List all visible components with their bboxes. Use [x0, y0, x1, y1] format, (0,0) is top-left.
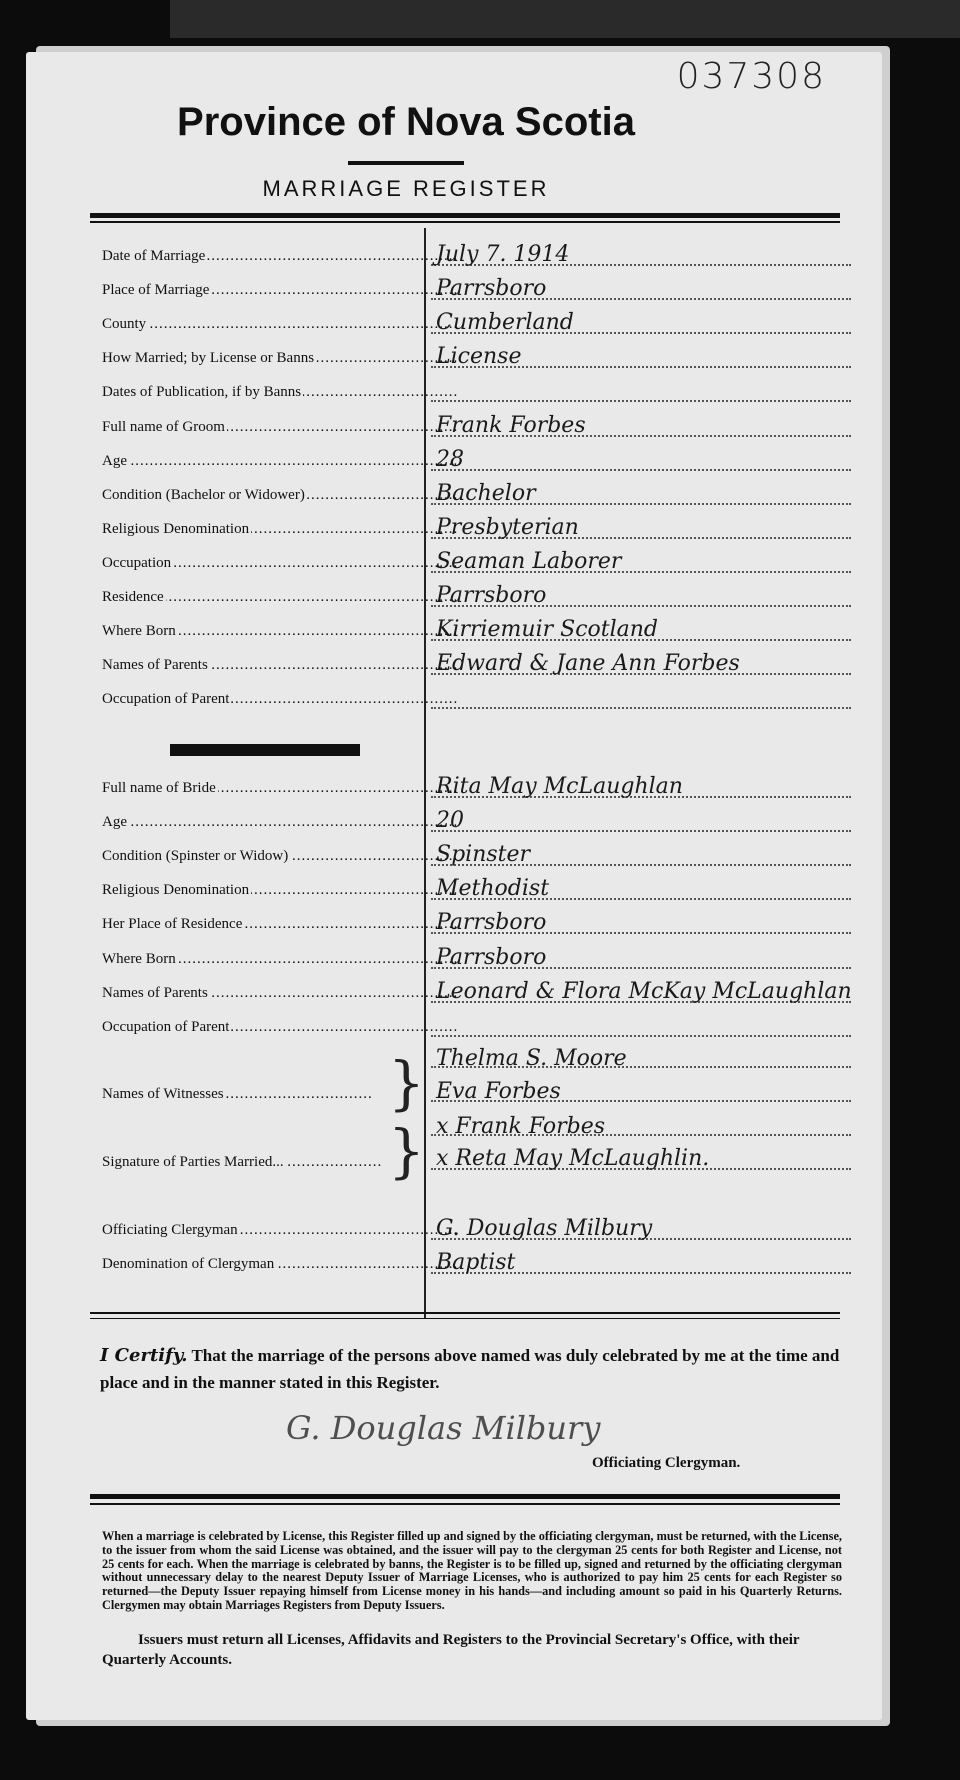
field-value: Parrsboro — [436, 944, 547, 970]
witness-1: Thelma S. Moore — [436, 1046, 627, 1071]
field-value: Bachelor — [436, 480, 536, 506]
title-rule — [348, 161, 464, 165]
field-label: Occupation of Parent ..... — [102, 1019, 458, 1036]
field-label: Condition (Bachelor or Widower) ..... — [102, 487, 458, 504]
field-label: Age ..... — [102, 453, 458, 470]
field-label: Full name of Groom ..... — [102, 419, 458, 436]
field-value: Parrsboro — [436, 910, 547, 936]
field-value: Rita May McLaughlan — [436, 774, 683, 799]
field-value: 20 — [436, 808, 464, 834]
field-entry-line — [431, 816, 851, 832]
middle-rule-thin — [90, 1318, 840, 1319]
field-entry-line — [431, 693, 851, 709]
field-value: Cumberland — [436, 310, 574, 336]
field-label: Full name of Bride ..... — [102, 780, 458, 797]
field-value: July 7. 1914 — [436, 242, 570, 267]
field-label: Place of Marriage ..... — [102, 282, 458, 299]
field-value: Spinster — [436, 842, 531, 868]
field-entry-line — [431, 1021, 851, 1037]
issuers-note: Issuers must return all Licenses, Affidavits and Registers to the Provincial Secretary's Office, with their Quarterly Accounts. — [102, 1632, 800, 1669]
field-value: Seaman Laborer — [436, 548, 622, 574]
page-subtitle: MARRIAGE REGISTER — [262, 176, 550, 201]
field-label: Names of Parents ..... — [102, 657, 458, 674]
field-value: Presbyterian — [436, 514, 579, 540]
signature-caption: Officiating Clergyman. — [592, 1455, 741, 1471]
field-value: Leonard & Flora McKay McLaughlan — [436, 978, 852, 1004]
field-value: Baptist — [436, 1250, 516, 1275]
signature-bride: x Reta May McLaughlin. — [436, 1146, 710, 1171]
field-value: License — [436, 344, 522, 370]
signatures-brace: } — [388, 1117, 425, 1185]
field-value: Parrsboro — [436, 583, 547, 608]
clergyman-signature: G. Douglas Milbury — [286, 1409, 601, 1447]
signatures-label: Signature of Parties Married... ..... — [102, 1154, 382, 1171]
field-value: Methodist — [436, 876, 550, 902]
header-rule-thin — [90, 221, 840, 223]
field-value: Frank Forbes — [436, 412, 586, 438]
field-label: Date of Marriage ..... — [102, 248, 458, 265]
field-label: Religious Denomination ..... — [102, 521, 458, 538]
section-separator-bar — [170, 744, 360, 756]
field-label: County ..... — [102, 316, 458, 333]
field-value: 28 — [436, 446, 464, 472]
field-label: How Married; by License or Banns ..... — [102, 350, 458, 367]
signature-groom: x Frank Forbes — [436, 1114, 606, 1139]
document-number: 037308 — [676, 56, 826, 97]
middle-rule-thick — [90, 1312, 840, 1314]
footer-rule-thick — [90, 1494, 840, 1499]
field-label: Occupation of Parent ..... — [102, 691, 458, 708]
field-entry-line — [431, 386, 851, 402]
field-label: Denomination of Clergyman ..... — [102, 1256, 458, 1273]
field-label: Names of Parents ..... — [102, 985, 458, 1002]
field-value: G. Douglas Milbury — [436, 1216, 653, 1241]
field-label: Where Born ..... — [102, 623, 458, 640]
field-label: Officiating Clergyman ..... — [102, 1222, 458, 1239]
field-value: Parrsboro — [436, 276, 547, 302]
film-edge — [170, 0, 960, 38]
field-label: Where Born ..... — [102, 951, 458, 968]
field-label: Religious Denomination ..... — [102, 882, 458, 899]
footer-rule-thin — [90, 1503, 840, 1505]
certification-text — [100, 1342, 840, 1396]
field-label: Her Place of Residence ..... — [102, 916, 458, 933]
field-label: Residence ..... — [102, 589, 458, 606]
witnesses-label: Names of Witnesses ..... — [102, 1086, 372, 1103]
header-rule-thick — [90, 213, 840, 218]
certify-lead: I Certify. — [100, 1345, 188, 1366]
witnesses-brace: } — [388, 1049, 425, 1117]
witness-2: Eva Forbes — [436, 1079, 561, 1104]
field-value: Kirriemuir Scotland — [436, 617, 659, 643]
certify-body: That the marriage of the persons above named was duly celebrated by me at the time and place and in the manner stated in this Register. — [100, 1346, 840, 1392]
instructions-footnote: When a marriage is celebrated by License, this Register filled up and signed by the officiating clergyman, must be returned, with the License, to the issuer from whom the said License was obtained, and the issuer will pay to the clergyman 25 cents for both Register and License, not 25 cents for each. When the marriage is celebrated by banns, the Register is to be filled up, signed and returned by the officiating clergyman without unnecessary delay to the nearest Deputy Issuer of Marriage Licenses, who is authorized to pay him 25 cents for each Register so returned—the Deputy Issuer repaying himself from License money in his hands—and including amount so paid in his Quarterly Returns. Clergymen may obtain Marriages Registers from Deputy Issuers. — [102, 1529, 842, 1612]
field-label: Occupation ..... — [102, 555, 458, 572]
field-entry-line — [431, 455, 851, 471]
field-value: Edward & Jane Ann Forbes — [436, 651, 740, 677]
field-label: Condition (Spinster or Widow) ..... — [102, 848, 458, 865]
register-page — [26, 52, 882, 1720]
field-label: Dates of Publication, if by Banns ..... — [102, 384, 458, 401]
page-title: Province of Nova Scotia — [177, 100, 635, 144]
field-label: Age ..... — [102, 814, 458, 831]
